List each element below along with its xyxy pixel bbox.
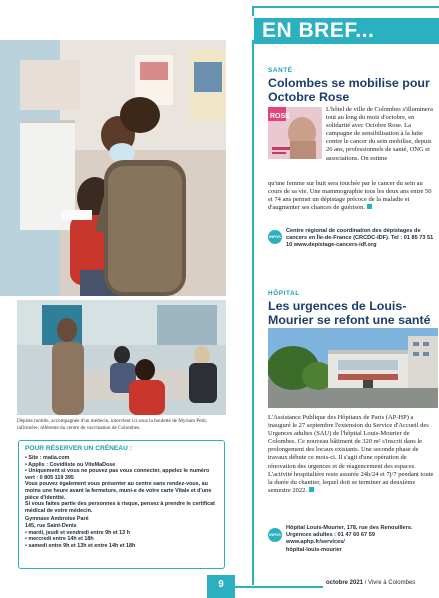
infos-text-crcdc: Centre régional de coordination des dépistages de cancers en Île-de-France (CRCDC-IDF). Tel : 01 85 73 51 10 www.depistage-cancers-idf.org (286, 228, 434, 249)
info-line: • mercredi entre 14h et 18h (25, 536, 94, 543)
vaccination-photo (0, 40, 226, 296)
infos-line: Urgences adultes : 01 47 60 67 59 (286, 532, 375, 539)
info-line: • Applis : Covidliste ou ViteMaDose (25, 461, 116, 468)
info-line: Si vous faites partie des personnes à risque, pensez à prendre le certificat médical de votre médecin. (25, 501, 215, 514)
article-body-octobre-rose-part1: L'hôtel de ville de Colombes s'illuminera tout au long du mois d'octobre, en solidarité avec Octobre Rose. La campagne de sensibilisation à la lutte contre le cancer du sein mobilise, depuis 26 ans, professionnels de santé, ONG et associations. On estime (326, 106, 433, 162)
photo-caption: Dépiste mobile, accompagnée d'un médecin, intervient ici sous la houlette de Myriam Petit, infirmière, référente du centre de vaccination de Colombes. (17, 418, 208, 431)
section-kicker-hopital: HÔPITAL (268, 290, 300, 297)
article-title-octobre-rose: Colombes se mobilise pour Octobre Rose (268, 76, 430, 104)
column-divider (252, 40, 254, 585)
info-line: • samedi entre 9h et 13h et entre 14h et 18h (25, 542, 136, 549)
info-line: • mardi, jeudi et vendredi entre 9h et 13 h (25, 529, 130, 536)
waiting-room-photo (17, 300, 226, 415)
section-kicker-sante: SANTÉ (268, 67, 293, 74)
infos-link[interactable]: hôpital-louis-mourier (286, 546, 342, 553)
info-box-title: POUR RÉSERVER UN CRÉNEAU : (25, 445, 132, 452)
hospital-photo (268, 328, 438, 408)
infos-line: Hôpital Louis-Mourier, 178, rue des Renouillers. (286, 525, 413, 531)
article-body-louis-mourier (268, 414, 436, 495)
infos-badge: INFOS (268, 528, 282, 542)
info-line: • Uniquement si vous ne pouvez pas vous connecter, appelez le numéro vert : 0 805 119 395 (25, 468, 210, 481)
end-mark-icon (367, 204, 372, 209)
footer-rule (235, 586, 323, 588)
info-line: 145, rue Saint-Denis (25, 522, 77, 529)
footer-issue (326, 580, 415, 586)
article-body-octobre-rose-part2 (268, 180, 436, 212)
poster-label: ROSE (270, 113, 290, 120)
article-body-text: L'Assistance Publique des Hôpitaux de Paris (AP-HP) a inauguré le 27 septembre l'extension du Service d'Accueil des Urgences adultes (SAU) de l'hôpital Louis-Mourier de Colombes. Ce nouveau bâtiment de 320 m² s'inscrit dans le prolongement des locaux existants. Une seconde phase de travaux débute ce mois-ci. Il s'agit d'une opération de rénovation des urgences et de réagencement des espaces. L'activité hospitalière reste assurée 24h/24 et 7j/7 pendant toute la durée du chantier, lequel doit se terminer au deuxième semestre 2022. (268, 414, 434, 494)
article-body-text: qu'une femme sur huit sera touchée par le cancer du sein au cours de sa vie. Une mammographie tous les deux ans entre 50 et 74 ans permet un dépistage précoce de la maladie et d'augmenter ses chances de guérison. (268, 180, 432, 212)
section-header: EN BREF... (254, 18, 439, 44)
footer-magazine: / Vivre à Colombes (363, 580, 416, 586)
octobre-rose-poster (268, 107, 322, 159)
end-mark-icon (309, 487, 314, 492)
info-line: • Site : maiia.com (25, 455, 70, 461)
info-line: Vous pouvez également vous présenter au centre sans rendez-vous, au moins une heure avant la fermeture, muni-e de votre carte Vitale et d'une pièce d'identité. (25, 481, 212, 501)
infos-badge: INFOS (268, 230, 282, 244)
page-number: 9 (207, 575, 235, 598)
infos-link[interactable]: www.aphp.fr/services/ (286, 539, 345, 546)
header-frame (252, 6, 439, 16)
info-line: Gymnase Ambroise Paré (25, 516, 89, 523)
booking-info-box (18, 440, 225, 569)
article-title-louis-mourier: Les urgences de Louis-Mourier se refont une santé (268, 299, 431, 327)
footer-issue-date: octobre 2021 (326, 580, 364, 586)
infos-text-louis-mourier (286, 525, 436, 554)
